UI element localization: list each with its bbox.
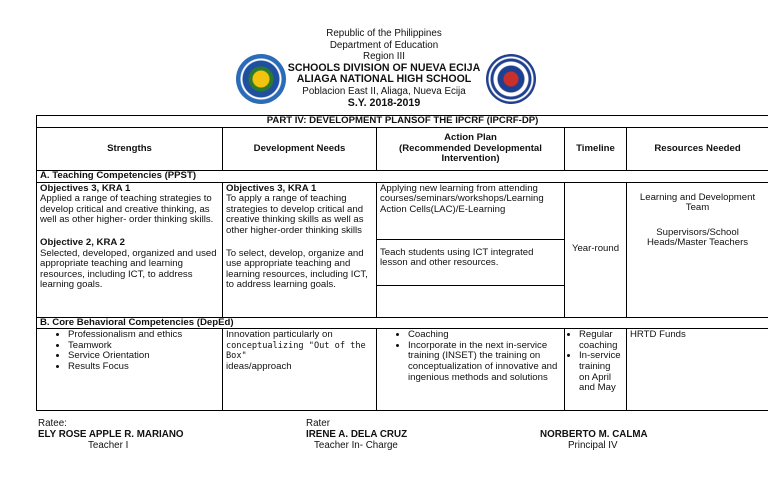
a-need-text-2: To select, develop, organize and use appropriate teaching and learning resources, including ICT, to address learning goals. (226, 247, 368, 291)
b-resources: HRTD Funds (627, 329, 768, 411)
ratee-name: ELY ROSE APPLE R. MARIANO (38, 429, 184, 440)
b-action-item: • Coaching (408, 330, 561, 341)
deped-seal-icon (486, 54, 536, 104)
b-strength-item: • Professionalism and ethics (68, 330, 219, 341)
b-action-item: • Incorporate in the next in-service training (INSET) the training on conceptualization of innovative and ingenious methods and solutions (408, 341, 561, 383)
a-needs-cell (223, 182, 377, 317)
a-strengths-cell (37, 182, 223, 317)
rater-label: Rater (306, 418, 330, 429)
a-strength-heading-2: Objective 2, KRA 2 (40, 236, 125, 248)
a-action-1: Applying new learning from attending courses/seminars/workshops/Learning Action Cells(LAC)/E-Learning (377, 182, 565, 239)
rater-title: Teacher In- Charge (314, 440, 398, 451)
header-address: Poblacion East II, Aliaga, Nueva Ecija (302, 85, 466, 97)
a-action-2 (377, 239, 565, 285)
b-strength-item: • Service Orientation (68, 351, 219, 362)
b-timeline-item: • In-service training on April and May (579, 351, 623, 393)
ratee-title: Teacher I (88, 440, 129, 451)
header-department: Department of Education (329, 39, 439, 51)
document-header (0, 28, 768, 109)
a-resource-2: Supervisors/School Heads/Master Teachers (646, 226, 749, 249)
b-need-line-3: ideas/approach (226, 360, 292, 372)
approver-name: NORBERTO M. CALMA (540, 429, 648, 440)
header-school: ALIAGA NATIONAL HIGH SCHOOL (296, 73, 472, 86)
a-action-empty (377, 285, 565, 317)
approver-signature (540, 429, 648, 451)
rater-name: IRENE A. DELA CRUZ (306, 429, 408, 440)
col-resources: Resources Needed (627, 128, 768, 171)
a-timeline: Year-round (565, 182, 627, 317)
col-timeline: Timeline (565, 128, 627, 171)
b-timeline-item: • Regular coaching (579, 330, 623, 351)
school-seal-icon (236, 54, 286, 104)
b-timeline-cell (565, 329, 627, 411)
b-strengths-cell (37, 329, 223, 411)
col-development-needs: Development Needs (223, 128, 377, 171)
b-need-line-2: conceptualizing "Out of the Box" (226, 340, 366, 362)
col-action-plan: Action Plan (Recommended Developmental Intervention) (377, 128, 565, 171)
a-need-text-1: To apply a range of teaching strategies to develop critical and creative thinking skills as well as other higher-order thinking skills (226, 193, 364, 236)
a-resources-cell (627, 182, 768, 317)
a-strength-text-1: Applied a range of teaching strategies to develop critical and creative thinking, as well as other higher- order thinking skills. (40, 193, 214, 226)
rater-signature (306, 418, 407, 451)
ratee-label: Ratee: (38, 418, 67, 429)
header-division: SCHOOLS DIVISION OF NUEVA ECIJA (287, 61, 481, 74)
b-strength-item: • Results Focus (68, 362, 219, 373)
development-plan-table (36, 115, 768, 411)
section-b-title: B. Core Behavioral Competencies (DepEd) (37, 317, 768, 329)
b-need-line-1: Innovation particularly on (226, 329, 333, 341)
header-school-year: S.Y. 2018-2019 (347, 96, 421, 109)
header-republic: Republic of the Philippines (326, 28, 442, 39)
ratee-signature (38, 418, 184, 451)
header-region: Region III (363, 51, 405, 63)
table-title: PART IV: DEVELOPMENT PLANSOF THE IPCRF (IPCRF-DP) (37, 116, 768, 128)
a-action-2-text: Teach students using ICT integrated lesson and other resources. (380, 246, 534, 269)
b-action-cell (377, 329, 565, 411)
section-a-title: A. Teaching Competencies (PPST) (37, 171, 768, 183)
a-strength-text-2: Selected, developed, organized and used appropriate teaching and learning resources, including ICT, to address learning goals. (40, 247, 217, 291)
a-resource-1: Learning and Development Team (639, 191, 756, 214)
b-strength-item: • Teamwork (68, 341, 219, 352)
a-need-heading-1: Objectives 3, KRA 1 (226, 182, 317, 194)
a-strength-heading-1: Objectives 3, KRA 1 (40, 182, 131, 194)
col-strengths: Strengths (37, 128, 223, 171)
approver-title: Principal IV (568, 440, 618, 451)
b-needs-cell (223, 329, 377, 411)
